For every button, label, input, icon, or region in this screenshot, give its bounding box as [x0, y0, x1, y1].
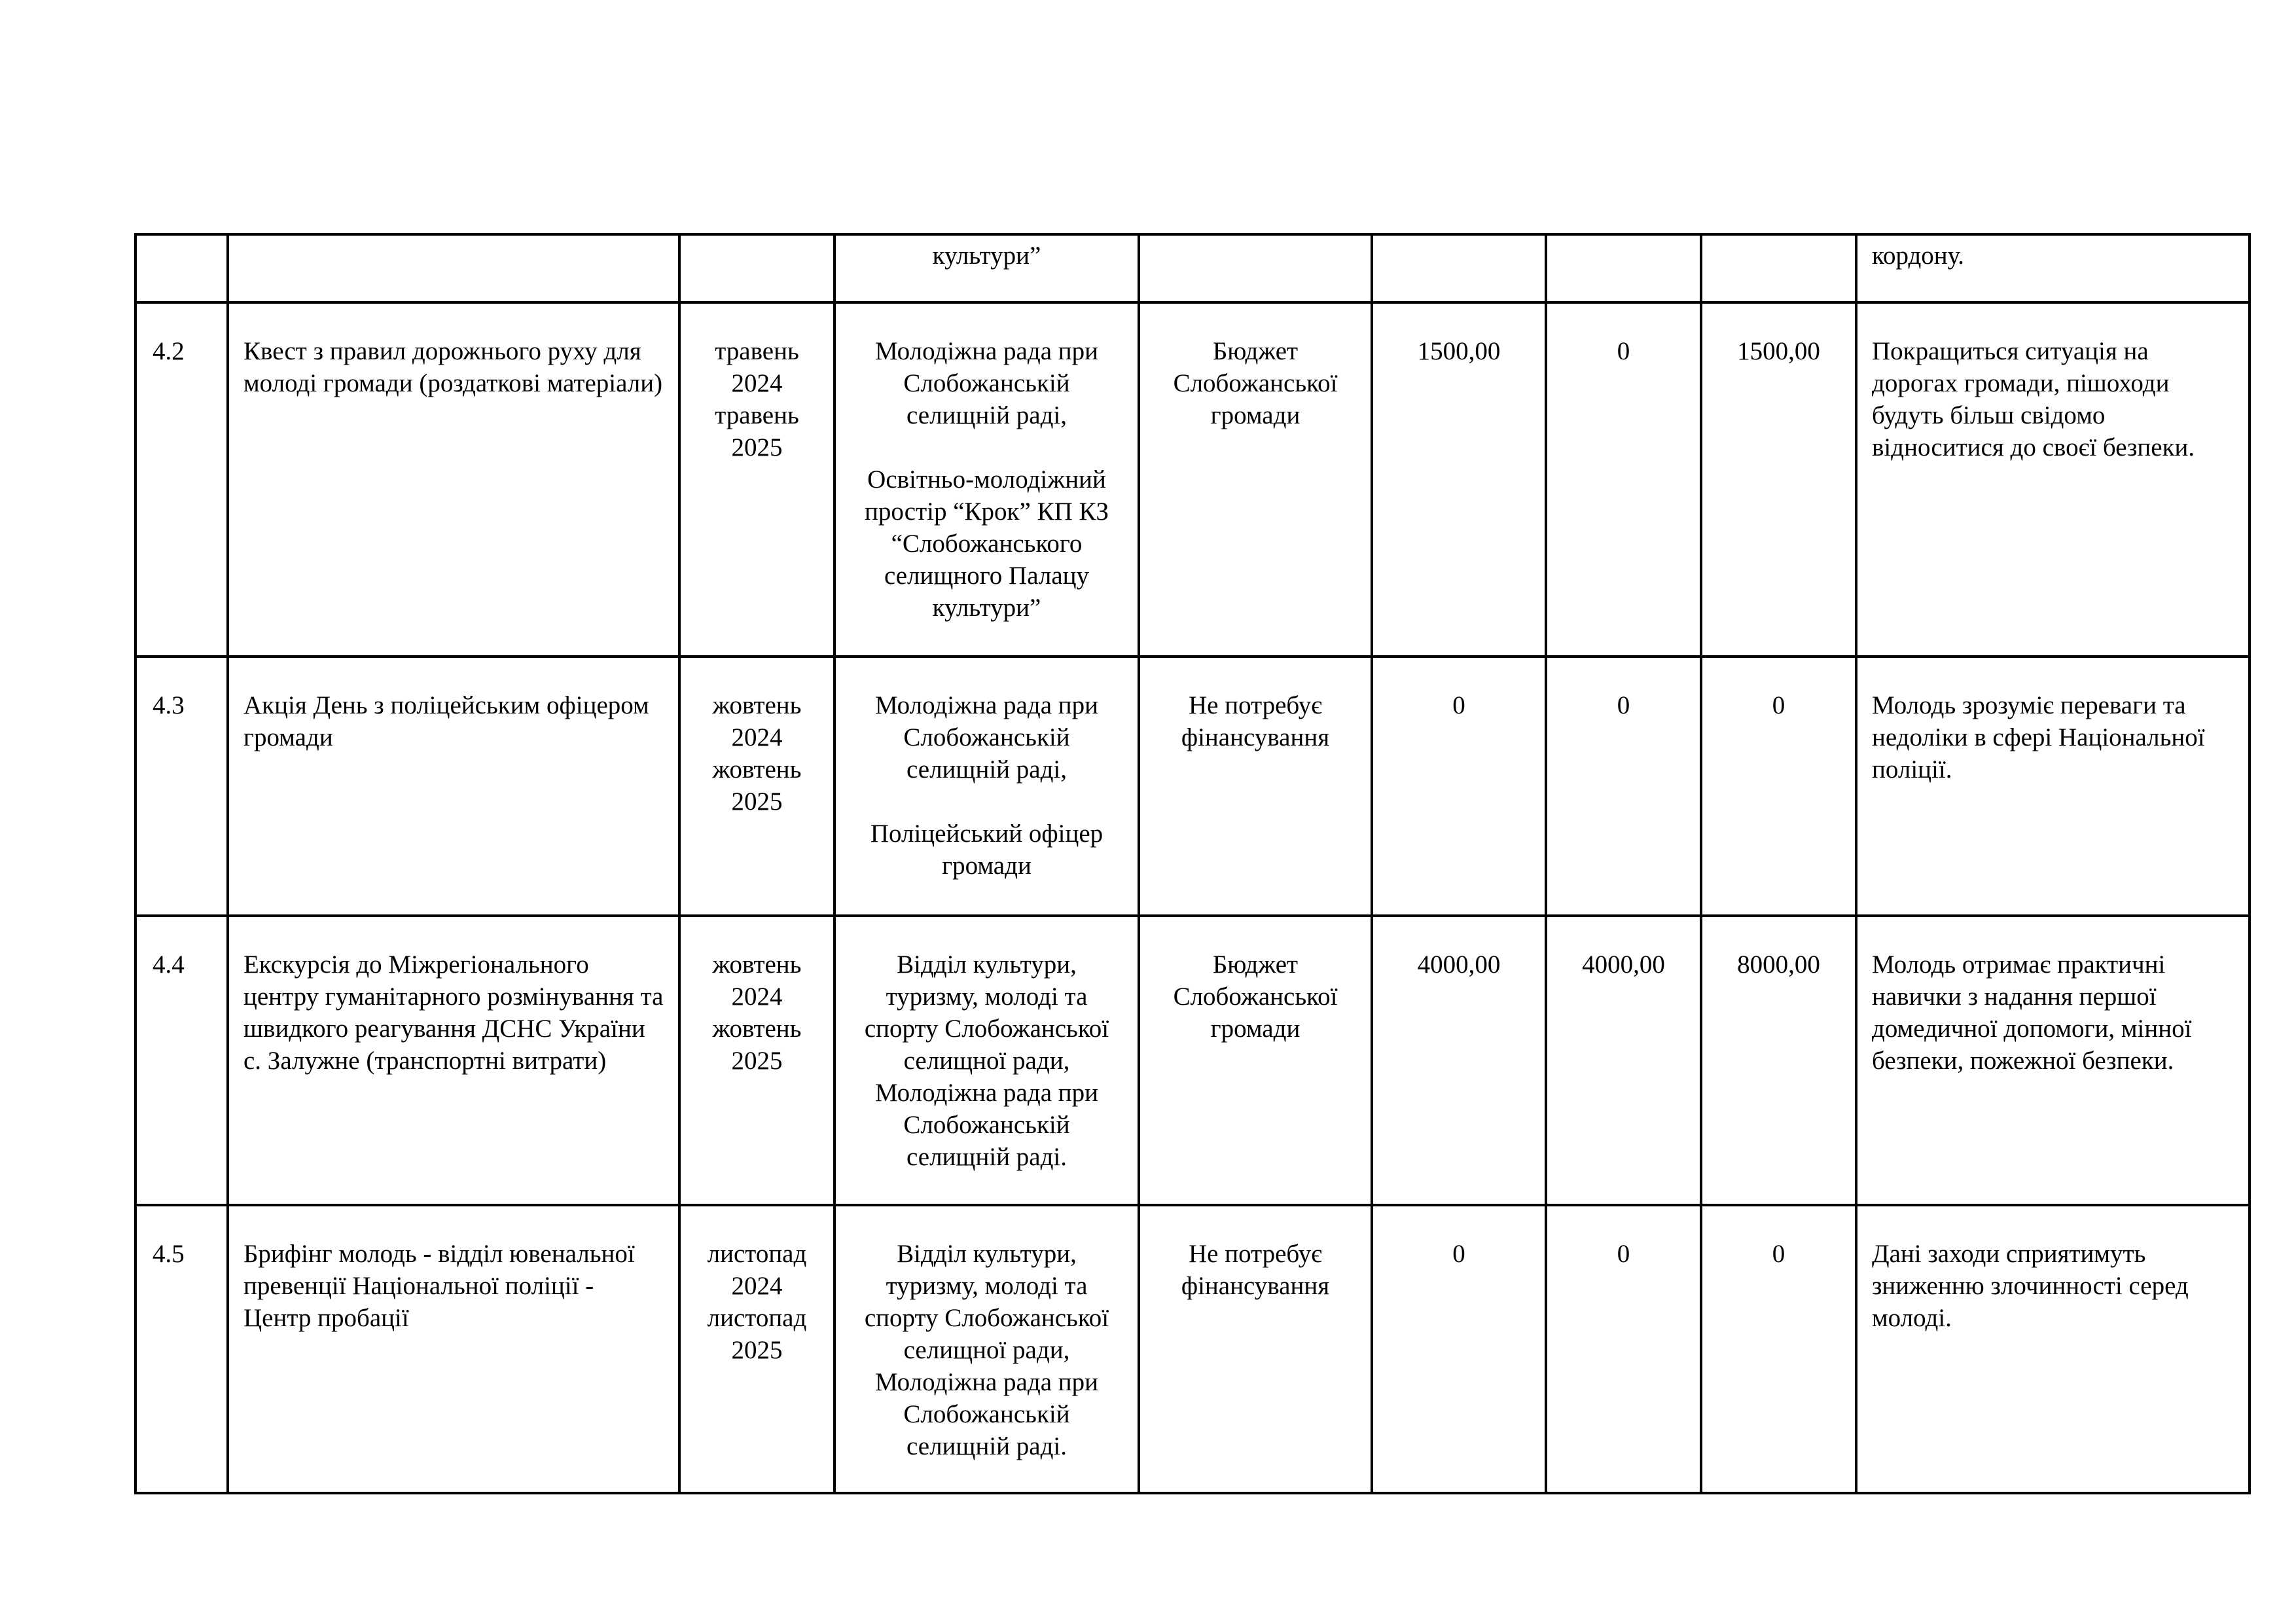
spacer	[850, 431, 1123, 463]
expected-result: Покращиться ситуація на дорогах громади, пішоходи будуть більш свідомо відноситися до своєї безпеки.	[1856, 302, 2250, 657]
measures-table	[134, 233, 2251, 1494]
continuation-row	[135, 234, 2250, 302]
table-row	[135, 302, 2250, 657]
term-cell	[679, 657, 834, 916]
amount-2025: 0	[1546, 1205, 1701, 1493]
table-row	[135, 916, 2250, 1205]
term-first: травень 2024	[715, 337, 799, 397]
row-number: 4.2	[135, 302, 228, 657]
executors-cell	[834, 916, 1139, 1205]
measure-name: Брифінг молодь - відділ ювенальної превенції Національної поліції - Центр пробації	[228, 1205, 679, 1493]
term-cell	[679, 302, 834, 657]
term-cell	[679, 916, 834, 1205]
cell-name	[228, 234, 679, 302]
amount-2024: 1500,00	[1372, 302, 1546, 657]
executor-first: Молодіжна рада при Слобожанській селищній раді,	[874, 691, 1099, 784]
measure-name: Екскурсія до Міжрегіонального центру гуманітарного розмінування та швидкого реагування ДСНС України с. Залужне (транспортні витрати)	[228, 916, 679, 1205]
amount-2025: 4000,00	[1546, 916, 1701, 1205]
table-row	[135, 657, 2250, 916]
amount-2024: 0	[1372, 657, 1546, 916]
measure-name: Акція День з поліцейським офіцером громади	[228, 657, 679, 916]
cell-term	[679, 234, 834, 302]
funding-source: Бюджет Слобожанської громади	[1139, 916, 1372, 1205]
amount-2025: 0	[1546, 657, 1701, 916]
amount-total: 1500,00	[1701, 302, 1856, 657]
amount-total: 0	[1701, 1205, 1856, 1493]
term-second: жовтень 2025	[712, 1015, 802, 1075]
expected-result: Молодь отримає практичні навички з надання першої домедичної допомоги, мінної безпеки, пожежної безпеки.	[1856, 916, 2250, 1205]
funding-source: Не потребує фінансування	[1139, 657, 1372, 916]
cell-executors: культури”	[834, 234, 1139, 302]
cell-source	[1139, 234, 1372, 302]
executor-first: Відділ культури, туризму, молоді та спорту Слобожанської селищної ради, Молодіжна рада при Слобожанській селищній раді.	[864, 1240, 1109, 1460]
amount-total: 8000,00	[1701, 916, 1856, 1205]
cell-amount-1	[1372, 234, 1546, 302]
row-number: 4.5	[135, 1205, 228, 1493]
executor-first: Відділ культури, туризму, молоді та спорту Слобожанської селищної ради, Молодіжна рада при Слобожанській селищній раді.	[864, 950, 1109, 1171]
term-second: жовтень 2025	[712, 755, 802, 816]
amount-2024: 4000,00	[1372, 916, 1546, 1205]
executors-cell	[834, 657, 1139, 916]
measure-name: Квест з правил дорожнього руху для молоді громади (роздаткові матеріали)	[228, 302, 679, 657]
row-number: 4.3	[135, 657, 228, 916]
term-second: листопад 2025	[707, 1304, 807, 1364]
term-cell	[679, 1205, 834, 1493]
funding-source: Не потребує фінансування	[1139, 1205, 1372, 1493]
expected-result: Дані заходи сприятимуть зниженню злочинності серед молоді.	[1856, 1205, 2250, 1493]
term-first: листопад 2024	[707, 1240, 807, 1300]
amount-2024: 0	[1372, 1205, 1546, 1493]
row-number: 4.4	[135, 916, 228, 1205]
cell-result: кордону.	[1856, 234, 2250, 302]
executor-first: Молодіжна рада при Слобожанській селищній раді,	[874, 337, 1099, 429]
executor-second: Освітньо-молодіжний простір “Крок” КП КЗ “Слобожанського селищного Палацу культури”	[864, 465, 1109, 622]
table-row	[135, 1205, 2250, 1493]
amount-2025: 0	[1546, 302, 1701, 657]
cell-total	[1701, 234, 1856, 302]
term-first: жовтень 2024	[712, 950, 802, 1011]
executors-cell	[834, 1205, 1139, 1493]
executors-cell	[834, 302, 1139, 657]
term-first: жовтень 2024	[712, 691, 802, 751]
cell-amount-2	[1546, 234, 1701, 302]
executor-second: Поліцейський офіцер громади	[870, 820, 1103, 880]
funding-source: Бюджет Слобожанської громади	[1139, 302, 1372, 657]
cell-num	[135, 234, 228, 302]
amount-total: 0	[1701, 657, 1856, 916]
term-second: травень 2025	[715, 401, 799, 461]
expected-result: Молодь зрозуміє переваги та недоліки в сфері Національної поліції.	[1856, 657, 2250, 916]
spacer	[850, 785, 1123, 818]
